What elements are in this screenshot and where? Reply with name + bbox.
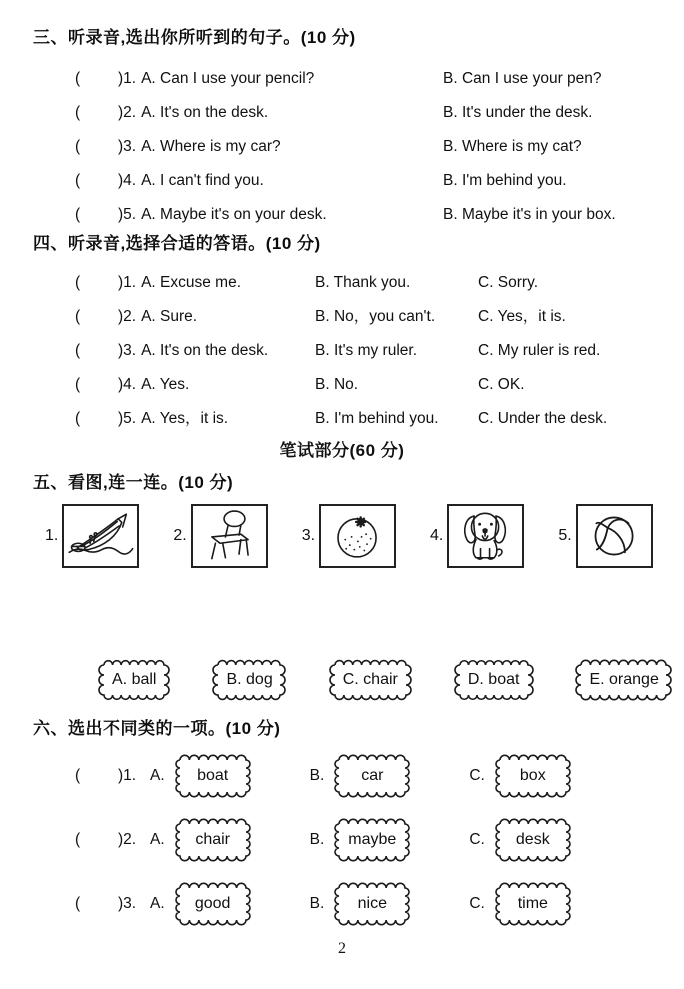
written-part-title: 笔试部分(60 分): [279, 441, 405, 460]
chair-drawing: [194, 507, 265, 565]
section5-heading: 五、看图,连一连。(10 分): [33, 473, 234, 492]
option-letter: B.: [309, 767, 325, 784]
option-letter: C.: [469, 895, 485, 912]
option-letter: A.: [150, 831, 165, 848]
word-label: good: [194, 895, 231, 912]
question-row: [0, 880, 684, 928]
question-number: )1.: [118, 274, 137, 291]
question-row: [0, 96, 684, 130]
word-box: [174, 882, 252, 926]
option-letter: C.: [469, 831, 485, 848]
option-a: A. It's on the desk.: [141, 104, 269, 121]
orange-image: [319, 504, 396, 568]
option-c: C. Yes，it is.: [478, 308, 566, 325]
picture-unit-orange: [302, 504, 396, 568]
option-a: A. Can I use your pencil?: [141, 70, 315, 87]
word-box: [494, 754, 572, 798]
picture-unit-boat: [45, 504, 139, 568]
option-b: B. I'm behind you.: [315, 410, 439, 427]
question-row: [0, 266, 684, 300]
option-letter: B.: [309, 895, 325, 912]
picture-number: 2.: [173, 527, 187, 544]
answer-blank: (: [75, 274, 81, 291]
option-a: A. Where is my car?: [141, 138, 281, 155]
question-row: [0, 62, 684, 96]
dog-drawing: [450, 507, 521, 565]
picture-unit-chair: [173, 504, 267, 568]
word-box: [333, 818, 411, 862]
question-number: )4.: [118, 172, 137, 189]
word-label: D. boat: [467, 671, 520, 688]
option-b: B. No，you can't.: [315, 308, 436, 325]
answer-blank: (: [75, 104, 81, 121]
question-row: [0, 752, 684, 800]
option-b: B. I'm behind you.: [443, 172, 567, 189]
section6-questions: [0, 752, 684, 928]
option-c: C. Under the desk.: [478, 410, 608, 427]
word-box-chair: [329, 659, 412, 701]
question-number: )2.: [118, 104, 137, 121]
option-a: A. Sure.: [141, 308, 198, 325]
section5-pictures: [0, 503, 684, 569]
answer-blank: (: [75, 70, 81, 87]
answer-blank: (: [75, 376, 81, 393]
word-label: A. ball: [112, 671, 157, 688]
option-b: B. Where is my cat?: [443, 138, 582, 155]
word-box: [494, 818, 572, 862]
option-letter: A.: [150, 767, 165, 784]
word-label: time: [517, 895, 548, 912]
option-a: A. Yes.: [141, 376, 190, 393]
page-number: 2: [338, 940, 346, 957]
option-b: B. It's my ruler.: [315, 342, 418, 359]
word-box-ball: [98, 659, 170, 701]
section5-word-bank: [0, 658, 684, 702]
question-number: )3.: [118, 895, 137, 912]
option-b: B. It's under the desk.: [443, 104, 593, 121]
section4-questions: [0, 266, 684, 436]
question-number: )1.: [118, 70, 137, 87]
option-b: B. Thank you.: [315, 274, 411, 291]
option-b: B. No.: [315, 376, 359, 393]
option-b: B. Can I use your pen?: [443, 70, 602, 87]
option-a: A. It's on the desk.: [141, 342, 269, 359]
option-letter: B.: [309, 831, 325, 848]
section4-heading: 四、听录音,选择合适的答语。(10 分): [33, 234, 321, 253]
word-label: boat: [197, 767, 229, 784]
answer-blank: (: [75, 831, 81, 848]
word-label: car: [361, 767, 384, 784]
ball-drawing: [579, 507, 650, 565]
word-box: [333, 882, 411, 926]
option-a: A. Yes，it is.: [141, 410, 229, 427]
option-letter: A.: [150, 895, 165, 912]
section6-heading: 六、选出不同类的一项。(10 分): [33, 719, 281, 738]
word-label: E. orange: [589, 671, 659, 688]
boat-drawing: [65, 507, 136, 565]
word-box: [174, 818, 252, 862]
question-row: [0, 164, 684, 198]
option-c: C. My ruler is red.: [478, 342, 601, 359]
word-box-orange: [575, 659, 672, 701]
word-label: C. chair: [342, 671, 398, 688]
question-number: )2.: [118, 308, 137, 325]
picture-unit-ball: [558, 504, 652, 568]
picture-unit-dog: [430, 504, 524, 568]
boat-image: [62, 504, 139, 568]
answer-blank: (: [75, 308, 81, 325]
word-box-boat: [454, 659, 534, 701]
question-number: )4.: [118, 376, 137, 393]
question-number: )3.: [118, 342, 137, 359]
option-c: C. OK.: [478, 376, 525, 393]
picture-number: 5.: [558, 527, 572, 544]
word-label: box: [519, 767, 546, 784]
option-b: B. Maybe it's in your box.: [443, 206, 616, 223]
question-row: [0, 368, 684, 402]
word-box-dog: [212, 659, 286, 701]
question-row: [0, 300, 684, 334]
option-c: C. Sorry.: [478, 274, 538, 291]
word-label: chair: [195, 831, 230, 848]
ball-image: [576, 504, 653, 568]
question-row: [0, 402, 684, 436]
word-box: [174, 754, 252, 798]
answer-blank: (: [75, 410, 81, 427]
question-number: )5.: [118, 410, 137, 427]
dog-image: [447, 504, 524, 568]
answer-blank: (: [75, 342, 81, 359]
option-letter: C.: [469, 767, 485, 784]
question-number: )3.: [118, 138, 137, 155]
answer-blank: (: [75, 767, 81, 784]
option-a: A. Excuse me.: [141, 274, 242, 291]
option-a: A. Maybe it's on your desk.: [141, 206, 327, 223]
question-number: )1.: [118, 767, 137, 784]
question-number: )2.: [118, 831, 137, 848]
question-row: [0, 198, 684, 232]
word-box: [494, 882, 572, 926]
answer-blank: (: [75, 206, 81, 223]
section3-heading: 三、听录音,选出你所听到的句子。(10 分): [33, 28, 356, 47]
picture-number: 4.: [430, 527, 444, 544]
question-row: [0, 816, 684, 864]
option-a: A. I can't find you.: [141, 172, 264, 189]
answer-blank: (: [75, 172, 81, 189]
word-label: maybe: [348, 831, 397, 848]
orange-drawing: [322, 507, 393, 565]
question-row: [0, 130, 684, 164]
section3-questions: [0, 62, 684, 232]
word-box: [333, 754, 411, 798]
question-row: [0, 334, 684, 368]
question-number: )5.: [118, 206, 137, 223]
answer-blank: (: [75, 895, 81, 912]
picture-number: 1.: [45, 527, 59, 544]
picture-number: 3.: [301, 527, 316, 544]
word-label: B. dog: [226, 671, 273, 688]
chair-image: [191, 504, 268, 568]
answer-blank: (: [75, 138, 81, 155]
word-label: nice: [357, 895, 387, 912]
word-label: desk: [515, 831, 550, 848]
